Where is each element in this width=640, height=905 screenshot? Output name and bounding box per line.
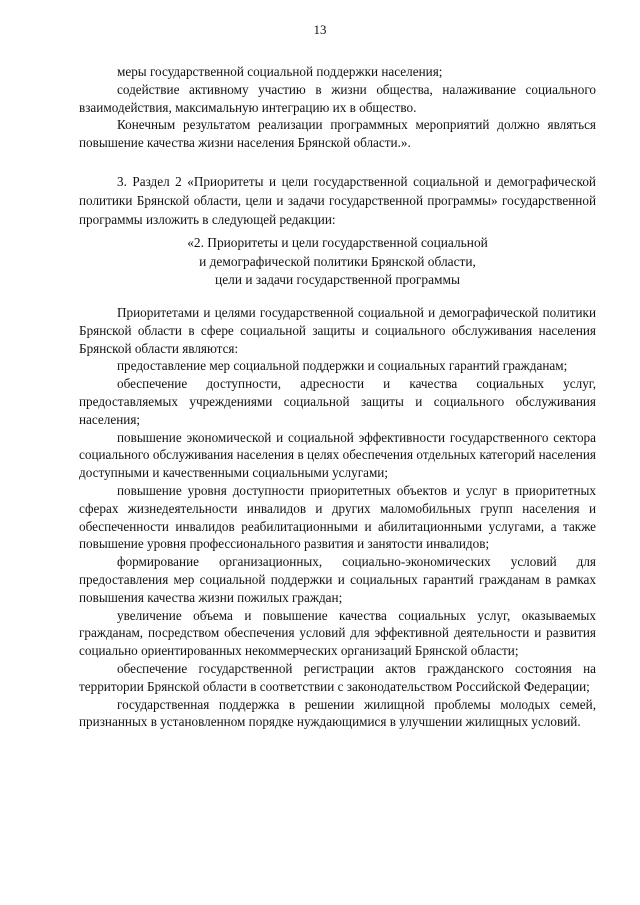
heading-line-3: цели и задачи государственной программы — [215, 272, 460, 287]
section-heading — [79, 234, 596, 290]
intro-paragraph-3: Конечным результатом реализации программных мероприятий должно являться повышение качества жизни населения Брянской области.». — [79, 117, 596, 151]
priority-item: формирование организационных, социально-экономических условий для предоставления мер социальной поддержки и социальных гарантий гражданам в рамках повышения качества жизни пожилых граждан; — [79, 554, 596, 605]
priority-item: повышение экономической и социальной эффективности государственного сектора социального обслуживания населения в целях обеспечения отдельных категорий населения доступными и качественными социальными услугами; — [79, 429, 596, 481]
intro-paragraph-2: содействие активному участию в жизни общества, налаживание социального взаимодействия, максимальную интеграцию их в общество. — [79, 81, 596, 115]
priority-item: государственная поддержка в решении жилищной проблемы молодых семей, признанных в установленном порядке нуждающимися в улучшении жилищных условий. — [79, 696, 596, 730]
priorities-section — [79, 304, 596, 731]
priority-item: предоставление мер социальной поддержки и социальных гарантий гражданам; — [117, 358, 568, 374]
amendment-section — [79, 172, 596, 229]
heading-line-2: и демографической политики Брянской области, — [199, 253, 476, 269]
intro-section — [79, 63, 596, 152]
priority-item: увеличение объема и повышение качества социальных услуг, оказываемых гражданам, посредством обеспечения условий для эффективной деятельности и развития социально ориентированных некоммерческих организаций Брянской области; — [79, 607, 596, 659]
page-number: 13 — [313, 22, 327, 37]
priority-item: обеспечение доступности, адресности и качества социальных услуг, предоставляемых учреждениями социальной защиты и социального обслуживания населения; — [79, 376, 596, 427]
heading-line-1: «2. Приоритеты и цели государственной социальной — [187, 235, 488, 250]
priority-item: повышение уровня доступности приоритетных объектов и услуг в приоритетных сферах жизнедеятельности инвалидов и других маломобильных групп населения и обеспеченности инвалидов реабилитационными и абилитационными услугами, а также повышение уровня профессионального развития и занятости инвалидов; — [79, 482, 596, 552]
priorities-intro: Приоритетами и целями государственной социальной и демографической политики Брянской области в сфере социальной защиты и социального обслуживания населения Брянской области являются: — [79, 305, 596, 356]
priority-item: обеспечение государственной регистрации актов гражданского состояния на территории Брянской области в соответствии с законодательством Российской Федерации; — [79, 660, 596, 694]
amendment-paragraph: 3. Раздел 2 «Приоритеты и цели государственной социальной и демографической политики Брянской области, цели и задачи государственной программы» государственной программы изложить в следующей редакции: — [79, 174, 596, 227]
intro-paragraph-1: меры государственной социальной поддержки населения; — [117, 64, 443, 79]
